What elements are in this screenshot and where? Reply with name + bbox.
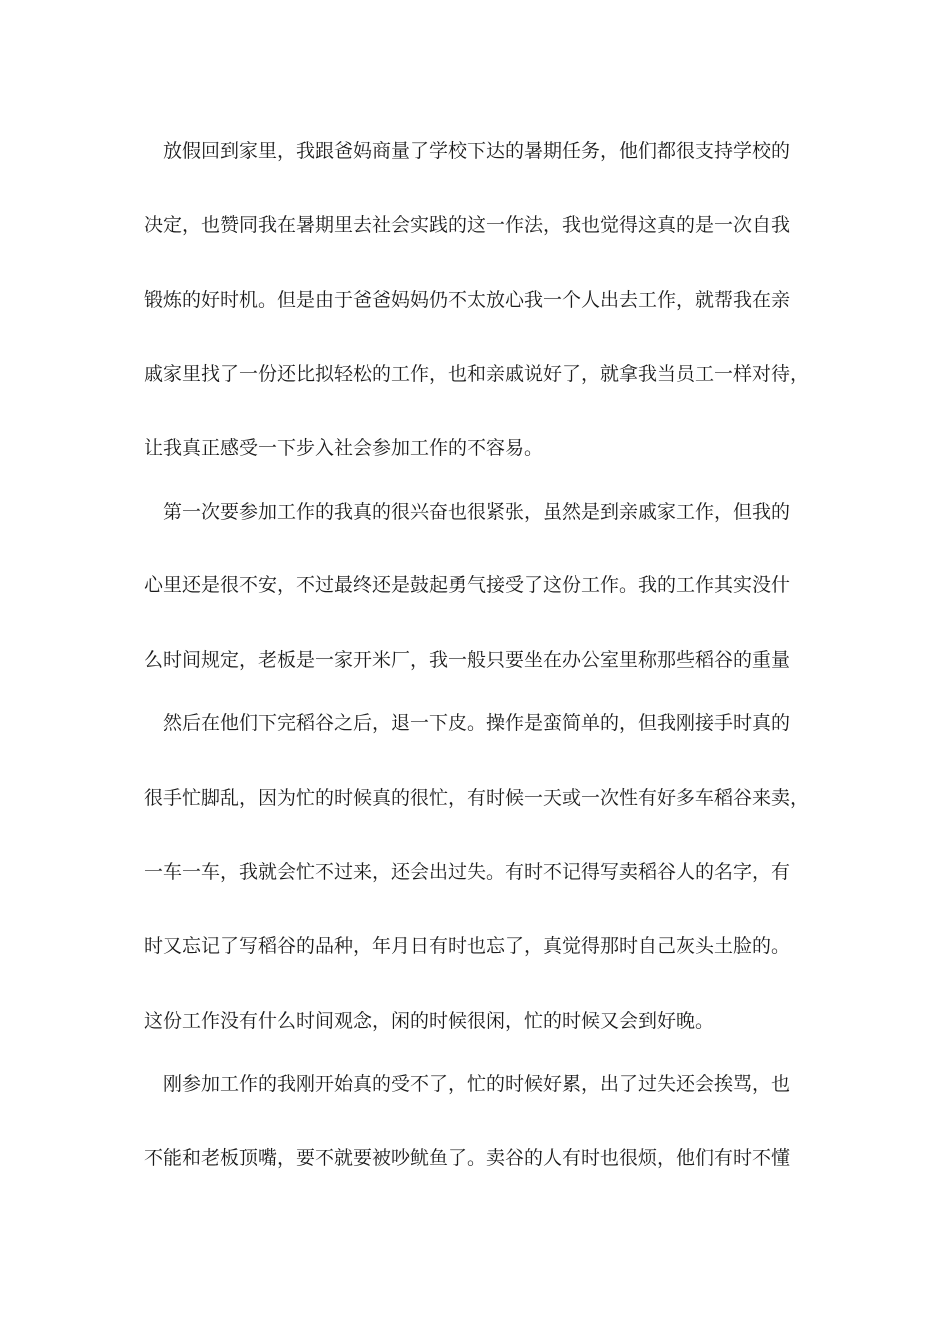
text-line: 很手忙脚乱，因为忙的时候真的很忙，有时候一天或一次性有好多车稻谷来卖， xyxy=(144,787,810,809)
text-line: 让我真正感受一下步入社会参加工作的不容易。 xyxy=(144,437,544,459)
text-line: 锻炼的好时机。但是由于爸爸妈妈仍不太放心我一个人出去工作，就帮我在亲 xyxy=(144,289,791,311)
text-line: 不能和老板顶嘴，要不就要被吵鱿鱼了。卖谷的人有时也很烦，他们有时不懂 xyxy=(144,1147,791,1169)
text-line: 一车一车，我就会忙不过来，还会出过失。有时不记得写卖稻谷人的名字，有 xyxy=(144,861,791,883)
text-line: 第一次要参加工作的我真的很兴奋也很紧张，虽然是到亲戚家工作，但我的 xyxy=(163,501,791,523)
text-line: 么时间规定，老板是一家开米厂，我一般只要坐在办公室里称那些稻谷的重量 xyxy=(144,649,791,671)
text-line: 刚参加工作的我刚开始真的受不了，忙的时候好累，出了过失还会挨骂，也 xyxy=(163,1073,791,1095)
text-line: 这份工作没有什么时间观念，闲的时候很闲，忙的时候又会到好晚。 xyxy=(144,1010,715,1032)
text-line: 时又忘记了写稻谷的品种，年月日有时也忘了，真觉得那时自己灰头土脸的。 xyxy=(144,935,791,957)
text-line: 然后在他们下完稻谷之后，退一下皮。操作是蛮简单的，但我刚接手时真的 xyxy=(163,712,791,734)
text-line: 戚家里找了一份还比拟轻松的工作，也和亲戚说好了，就拿我当员工一样对待， xyxy=(144,363,810,385)
text-line: 放假回到家里，我跟爸妈商量了学校下达的暑期任务，他们都很支持学校的 xyxy=(163,140,791,162)
text-line: 决定，也赞同我在暑期里去社会实践的这一作法，我也觉得这真的是一次自我 xyxy=(144,214,791,236)
text-line: 心里还是很不安，不过最终还是鼓起勇气接受了这份工作。我的工作其实没什 xyxy=(144,574,791,596)
